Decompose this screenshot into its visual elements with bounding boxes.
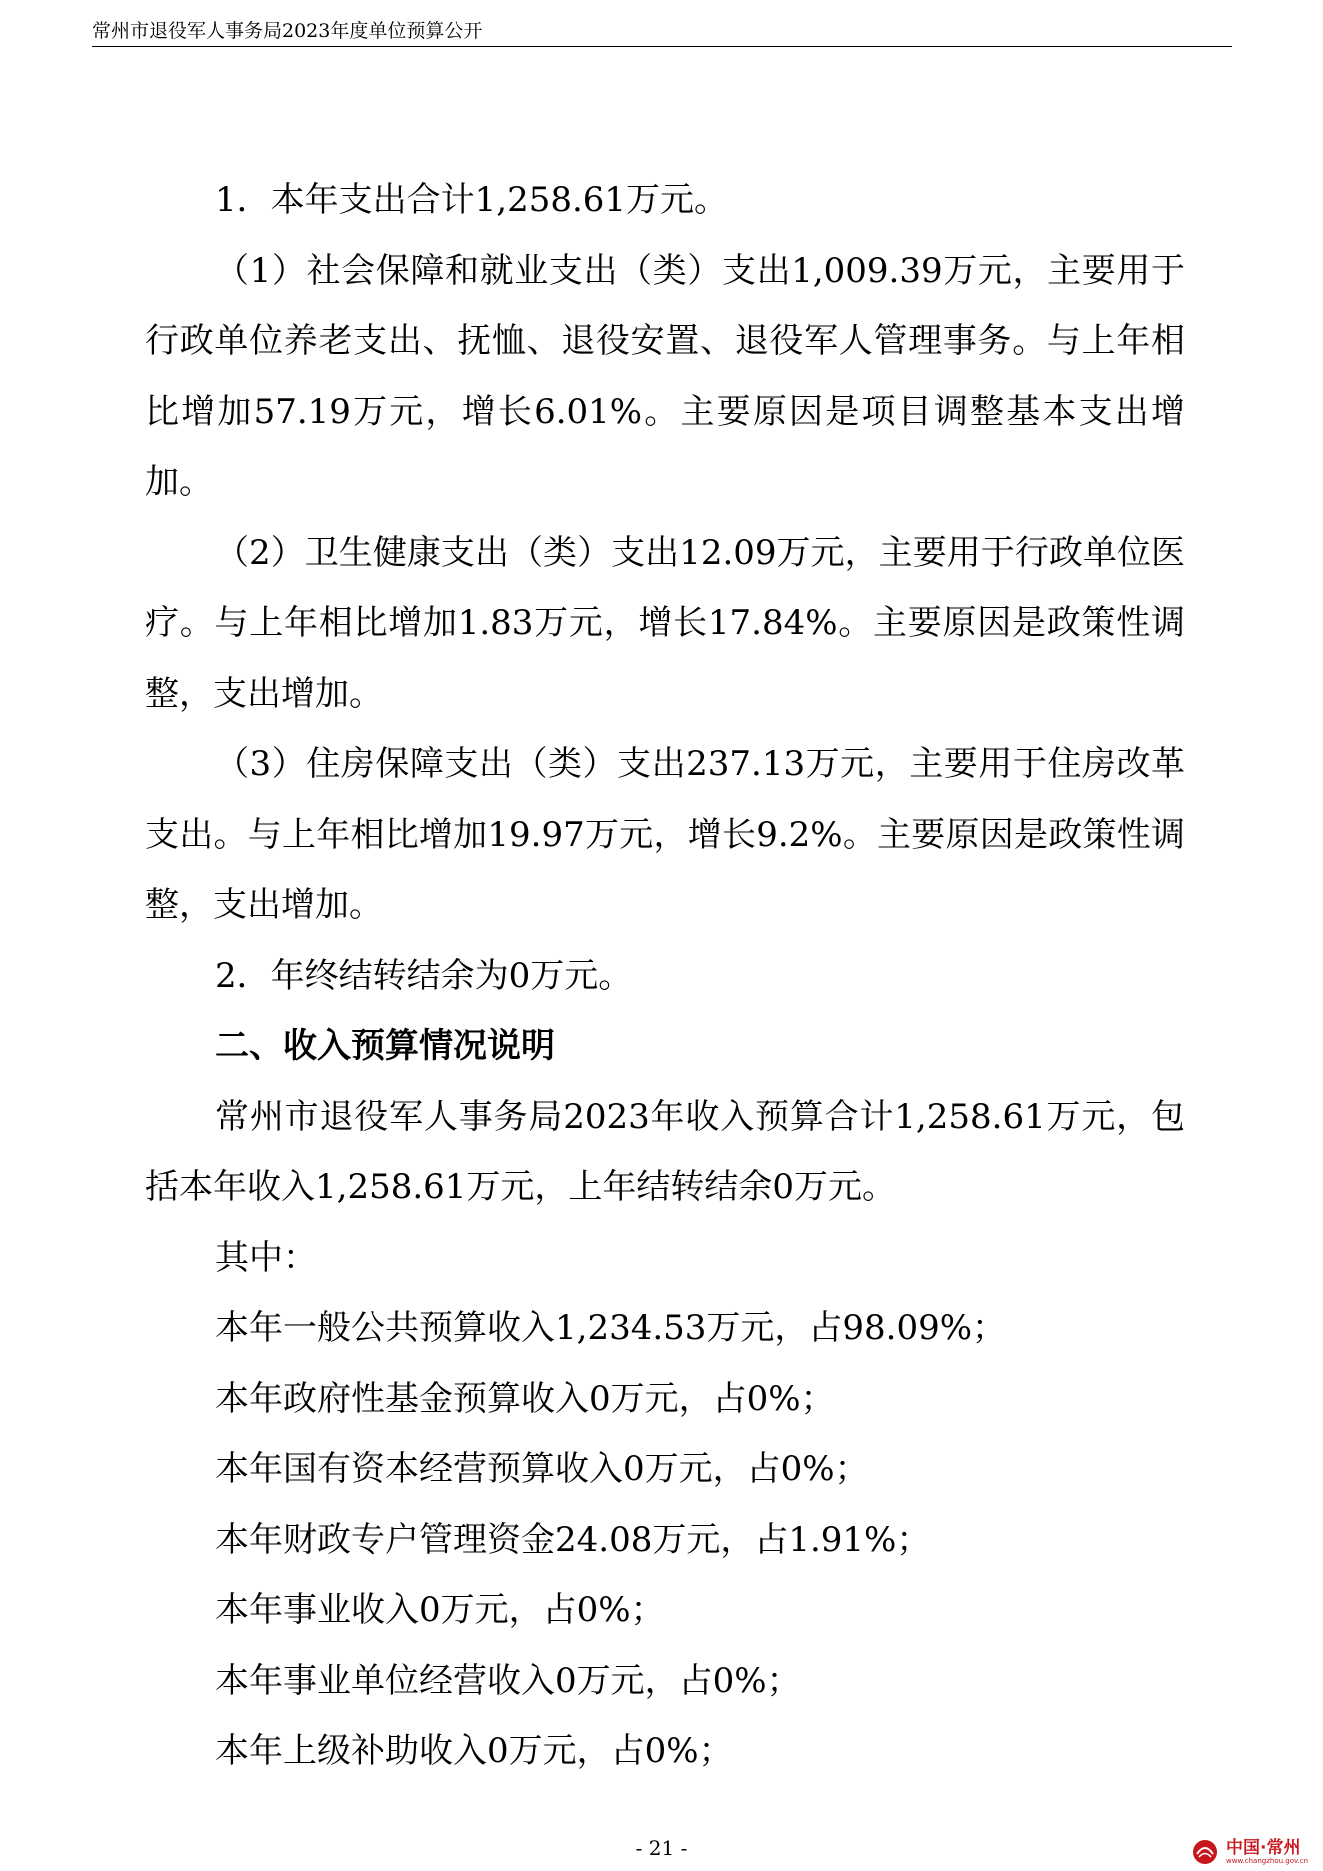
logo-url: www.changzhou.gov.cn xyxy=(1226,1856,1309,1865)
header-title: 常州市退役军人事务局2023年度单位预算公开 xyxy=(92,20,483,42)
list-item-fund-budget: 本年政府性基金预算收入0万元，占0%； xyxy=(215,1378,835,1419)
document-body xyxy=(145,165,1185,1787)
paragraph-carryover: 2．年终结转结余为0万元。 xyxy=(215,955,633,996)
list-item-special-account: 本年财政专户管理资金24.08万元，占1.91%； xyxy=(215,1519,931,1560)
logo-title: 中国·常州 xyxy=(1226,1837,1301,1858)
page-number: - 21 - xyxy=(635,1836,688,1860)
list-item-subsidy-income: 本年上级补助收入0万元，占0%； xyxy=(215,1731,733,1771)
paragraph-health: （2）卫生健康支出（类）支出12.09万元，主要用于行政单位医疗。与上年相比增加1.83万元，增长17.84%。主要原因是政策性调整，支出增加。 xyxy=(145,532,1185,714)
city-emblem-icon xyxy=(1188,1838,1222,1866)
paragraph-housing: （3）住房保障支出（类）支出237.13万元，主要用于住房改革支出。与上年相比增加19.97万元，增长9.2%。主要原因是政策性调整，支出增加。 xyxy=(145,744,1185,925)
paragraph-income-total: 常州市退役军人事务局2023年收入预算合计1,258.61万元，包括本年收入1,258.61万元，上年结转结余0万元。 xyxy=(145,1096,1185,1207)
section-heading-income: 二、收入预算情况说明 xyxy=(215,1026,555,1066)
list-item-state-capital: 本年国有资本经营预算收入0万元，占0%； xyxy=(215,1449,869,1489)
list-item-operating-income: 本年事业单位经营收入0万元，占0%； xyxy=(215,1660,801,1701)
paragraph-expense-total: 1．本年支出合计1,258.61万元。 xyxy=(215,180,729,220)
site-logo xyxy=(1188,1836,1323,1868)
list-item-business-income: 本年事业收入0万元，占0%； xyxy=(215,1590,665,1630)
paragraph-social-security: （1）社会保障和就业支出（类）支出1,009.39万元，主要用于行政单位养老支出、抚恤、退役安置、退役军人管理事务。与上年相比增加57.19万元，增长6.01%。主要原因是项目调整基本支出增加。 xyxy=(145,250,1185,502)
list-item-general-budget: 本年一般公共预算收入1,234.53万元，占98.09%； xyxy=(215,1308,1007,1348)
page-header xyxy=(92,18,1232,44)
paragraph-among: 其中： xyxy=(215,1237,317,1278)
header-divider xyxy=(92,46,1232,47)
